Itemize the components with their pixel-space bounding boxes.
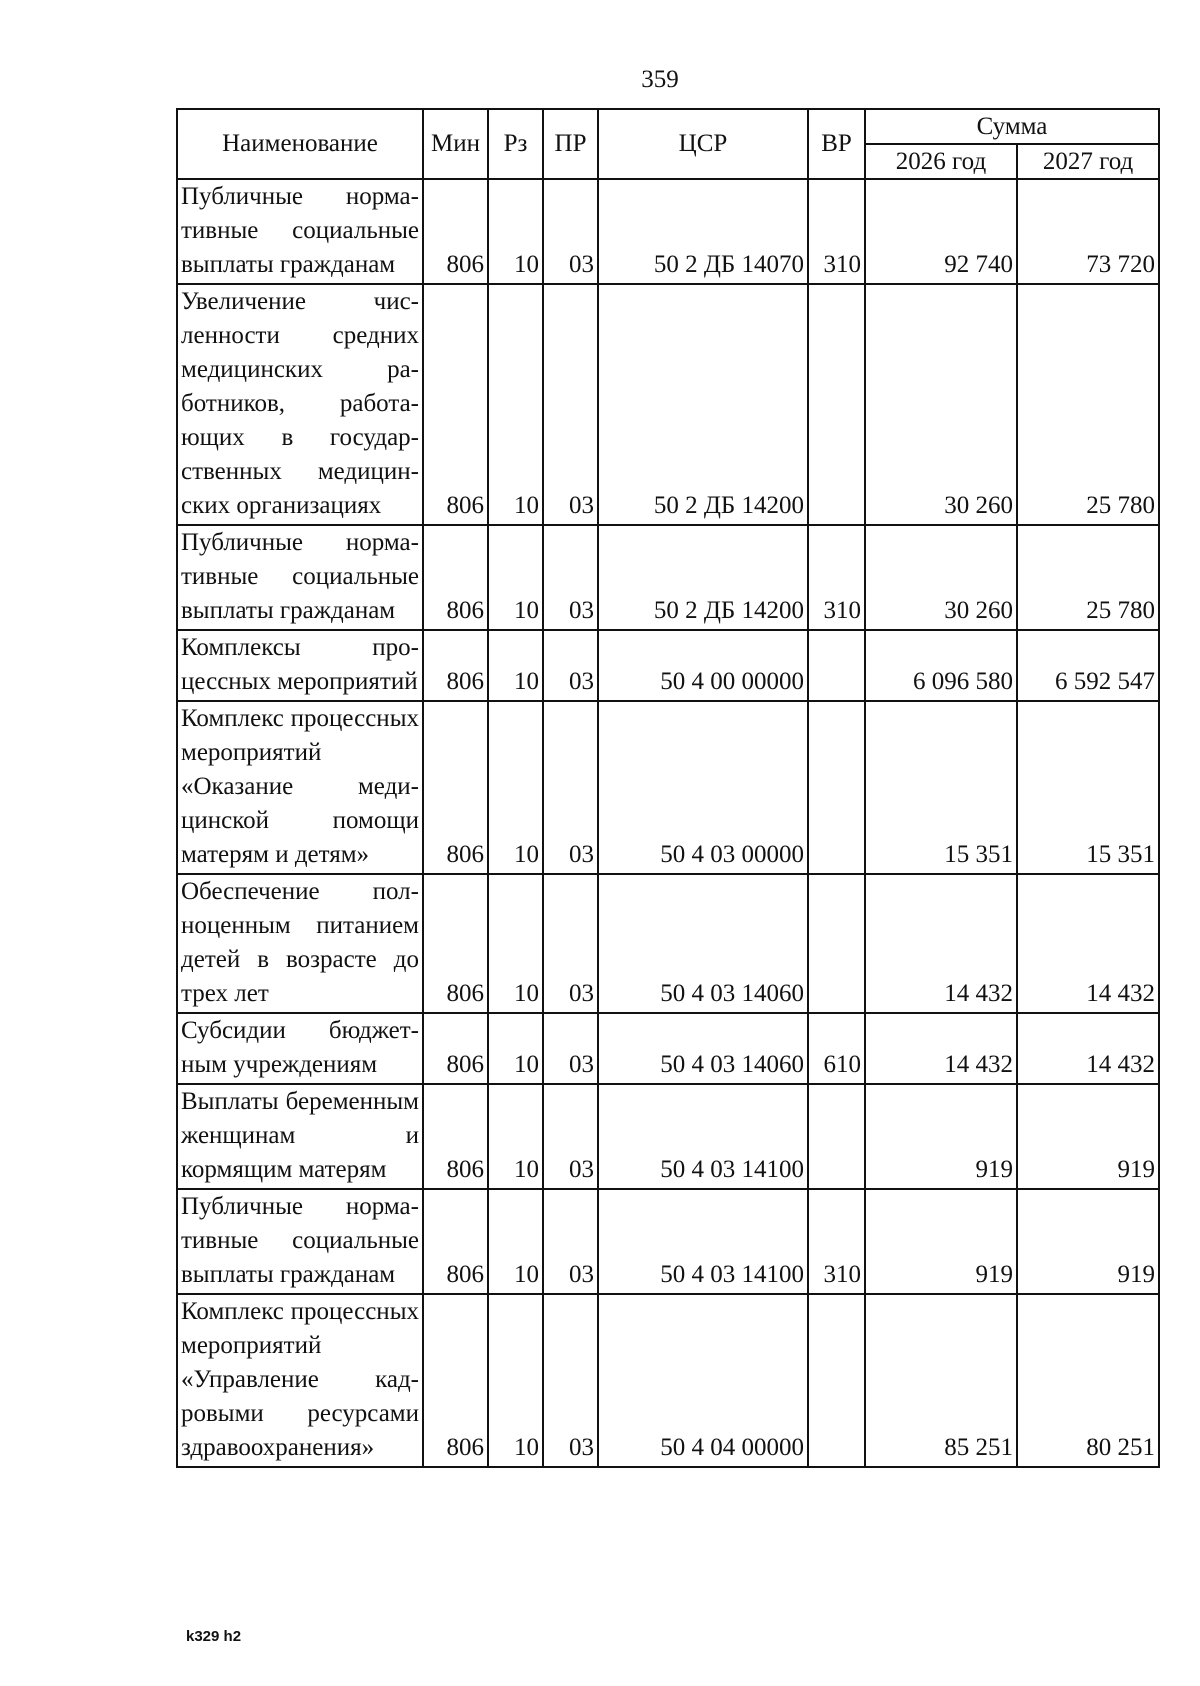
- row-pr: 03: [543, 874, 598, 1013]
- header-vr: ВР: [808, 109, 865, 179]
- row-pr: 03: [543, 701, 598, 874]
- row-pr: 03: [543, 525, 598, 630]
- table-row: [177, 525, 1159, 630]
- row-min: 806: [423, 1189, 488, 1294]
- row-csr: 50 2 ДБ 14070: [598, 179, 808, 284]
- row-name: Обеспечение полноценным питанием детей в возрасте до трех лет: [177, 874, 423, 1013]
- row-name: Публичные нормативные социальные выплаты гражданам: [177, 1189, 423, 1294]
- row-name: Публичные нормативные социальные выплаты гражданам: [177, 179, 423, 284]
- row-min: 806: [423, 630, 488, 701]
- row-min: 806: [423, 284, 488, 525]
- row-min: 806: [423, 1084, 488, 1189]
- row-vr: 610: [808, 1013, 865, 1084]
- header-name: Наименование: [177, 109, 423, 179]
- table-row: [177, 701, 1159, 874]
- header-sum: Сумма: [865, 109, 1159, 144]
- row-min: 806: [423, 1013, 488, 1084]
- row-pr: 03: [543, 179, 598, 284]
- row-sum-2026: 919: [865, 1189, 1017, 1294]
- row-min: 806: [423, 179, 488, 284]
- row-name: Комплекс процессных мероприятий «Управление кадровыми ресурсами здравоохранения»: [177, 1294, 423, 1467]
- row-sum-2026: 30 260: [865, 525, 1017, 630]
- row-csr: 50 4 03 14060: [598, 1013, 808, 1084]
- row-sum-2027: 6 592 547: [1017, 630, 1159, 701]
- page-number: 359: [641, 66, 679, 93]
- table-row: [177, 1189, 1159, 1294]
- row-min: 806: [423, 1294, 488, 1467]
- row-sum-2027: 919: [1017, 1189, 1159, 1294]
- row-csr: 50 2 ДБ 14200: [598, 525, 808, 630]
- row-sum-2027: 14 432: [1017, 1013, 1159, 1084]
- row-sum-2027: 73 720: [1017, 179, 1159, 284]
- header-pr: ПР: [543, 109, 598, 179]
- row-rz: 10: [488, 1294, 543, 1467]
- row-rz: 10: [488, 1189, 543, 1294]
- row-pr: 03: [543, 630, 598, 701]
- row-min: 806: [423, 701, 488, 874]
- row-pr: 03: [543, 1294, 598, 1467]
- table-row: [177, 179, 1159, 284]
- row-vr: [808, 284, 865, 525]
- row-name: Комплексы процессных мероприятий: [177, 630, 423, 701]
- row-sum-2027: 25 780: [1017, 525, 1159, 630]
- row-pr: 03: [543, 1084, 598, 1189]
- table-row: [177, 630, 1159, 701]
- header-rz: Рз: [488, 109, 543, 179]
- row-vr: [808, 874, 865, 1013]
- budget-table: [176, 108, 1160, 1468]
- row-sum-2026: 15 351: [865, 701, 1017, 874]
- row-csr: 50 4 03 14100: [598, 1084, 808, 1189]
- header-row: [177, 109, 1159, 144]
- row-sum-2027: 919: [1017, 1084, 1159, 1189]
- row-vr: [808, 1084, 865, 1189]
- row-sum-2027: 15 351: [1017, 701, 1159, 874]
- row-csr: 50 4 04 00000: [598, 1294, 808, 1467]
- row-name: Субсидии бюджетным учреждениям: [177, 1013, 423, 1084]
- row-min: 806: [423, 525, 488, 630]
- table-row: [177, 284, 1159, 525]
- row-sum-2026: 85 251: [865, 1294, 1017, 1467]
- header-csr: ЦСР: [598, 109, 808, 179]
- row-sum-2027: 14 432: [1017, 874, 1159, 1013]
- row-csr: 50 4 00 00000: [598, 630, 808, 701]
- row-pr: 03: [543, 284, 598, 525]
- row-vr: [808, 630, 865, 701]
- row-name: Комплекс процессных мероприятий «Оказание медицинской помощи матерям и детям»: [177, 701, 423, 874]
- row-sum-2027: 25 780: [1017, 284, 1159, 525]
- row-csr: 50 4 03 00000: [598, 701, 808, 874]
- row-vr: 310: [808, 525, 865, 630]
- header-year-2027: 2027 год: [1017, 144, 1159, 179]
- row-sum-2026: 30 260: [865, 284, 1017, 525]
- row-rz: 10: [488, 874, 543, 1013]
- row-sum-2026: 92 740: [865, 179, 1017, 284]
- row-sum-2026: 6 096 580: [865, 630, 1017, 701]
- header-year-2026: 2026 год: [865, 144, 1017, 179]
- header-min: Мин: [423, 109, 488, 179]
- row-pr: 03: [543, 1013, 598, 1084]
- row-vr: 310: [808, 179, 865, 284]
- row-csr: 50 4 03 14060: [598, 874, 808, 1013]
- row-rz: 10: [488, 701, 543, 874]
- row-vr: [808, 1294, 865, 1467]
- row-vr: [808, 701, 865, 874]
- row-min: 806: [423, 874, 488, 1013]
- row-rz: 10: [488, 525, 543, 630]
- row-sum-2026: 919: [865, 1084, 1017, 1189]
- row-rz: 10: [488, 284, 543, 525]
- row-csr: 50 4 03 14100: [598, 1189, 808, 1294]
- row-rz: 10: [488, 1013, 543, 1084]
- row-pr: 03: [543, 1189, 598, 1294]
- footer-code: k329 h2: [186, 1628, 242, 1645]
- table-row: [177, 1084, 1159, 1189]
- row-vr: 310: [808, 1189, 865, 1294]
- row-rz: 10: [488, 1084, 543, 1189]
- table-row: [177, 874, 1159, 1013]
- row-sum-2026: 14 432: [865, 1013, 1017, 1084]
- row-sum-2026: 14 432: [865, 874, 1017, 1013]
- table-row: [177, 1013, 1159, 1084]
- row-rz: 10: [488, 630, 543, 701]
- row-rz: 10: [488, 179, 543, 284]
- table-row: [177, 1294, 1159, 1467]
- row-name: Увеличение численности средних медицинских работников, работающих в государственных медицинских организациях: [177, 284, 423, 525]
- row-csr: 50 2 ДБ 14200: [598, 284, 808, 525]
- row-name: Публичные нормативные социальные выплаты гражданам: [177, 525, 423, 630]
- row-sum-2027: 80 251: [1017, 1294, 1159, 1467]
- row-name: Выплаты беременным женщинам и кормящим матерям: [177, 1084, 423, 1189]
